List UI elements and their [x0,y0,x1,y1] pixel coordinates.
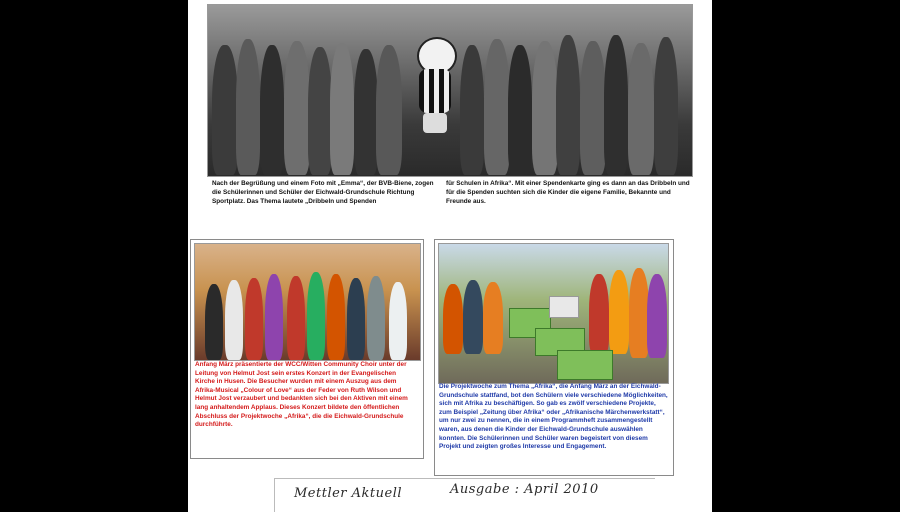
project-week-photo [438,243,669,384]
project-week-caption: Die Projektwoche zum Thema „Afrika“, die Anfang März an der Eichwald-Grundschule stattfand, bot den Schülern viele verschiedene Möglichkeiten, sich mit Afrika zu beschäftigen. So gab es zwölf verschiedene Projekte, zum Beispiel „Zeitung über Afrika“ oder „Afrikanische Märchenwerkstatt“, um nur zwei zu nennen, die in einem Programmheft zusammengestellt waren, aus denen die Kinder der Eichwald-Grundschule auswählen konnten. Die Schülerinnen und Schüler waren begeistert von diesem Projekt und zeigten großes Interesse und Engagement. [439,383,668,451]
bee-mascot [413,37,457,133]
top-photo-caption-left: Nach der Begrüßung und einem Foto mit „Emma“, der BVB-Biene, zogen die Schülerinnen und Schüler der Eichwald-Grundschule Richtung Sportplatz. Das Thema lautete „Dribbeln und Spenden [212,180,434,205]
choir-concert-photo [194,243,421,361]
newspaper-clipping-page [188,0,712,512]
handwritten-issue-date: Ausgabe : April 2010 [450,482,599,497]
poster-board [549,296,579,318]
choir-caption: Anfang März präsentierte der WCC/Witten Community Choir unter der Leitung von Helmut Jost sein erstes Konzert in der Evangelischen Kirche in Husen. Die Besucher wurden mit einem Auszug aus dem Afrika-Musical „Colour of Love“ aus der Feder von Ruth Wilson und Helmut Jost verzaubert und bedankten sich bei den Aktiven mit einem lang anhaltendem Applaus. Dieses Konzert bildete den öffentlichen Abschluss der Projektwoche „Afrika“, die die Eichwald-Grundschule durchführte. [195,361,408,429]
handwritten-publication-name: Mettler Aktuell [294,486,403,501]
school-group-photo [207,4,693,177]
green-project-banner [557,350,613,380]
top-photo-caption-right: für Schulen in Afrika“. Mit einer Spendenkarte ging es dann an das Dribbeln und für die Spenden suchten sich die Kinder die eigene Familie, Bekannte und Freunde aus. [446,180,690,205]
